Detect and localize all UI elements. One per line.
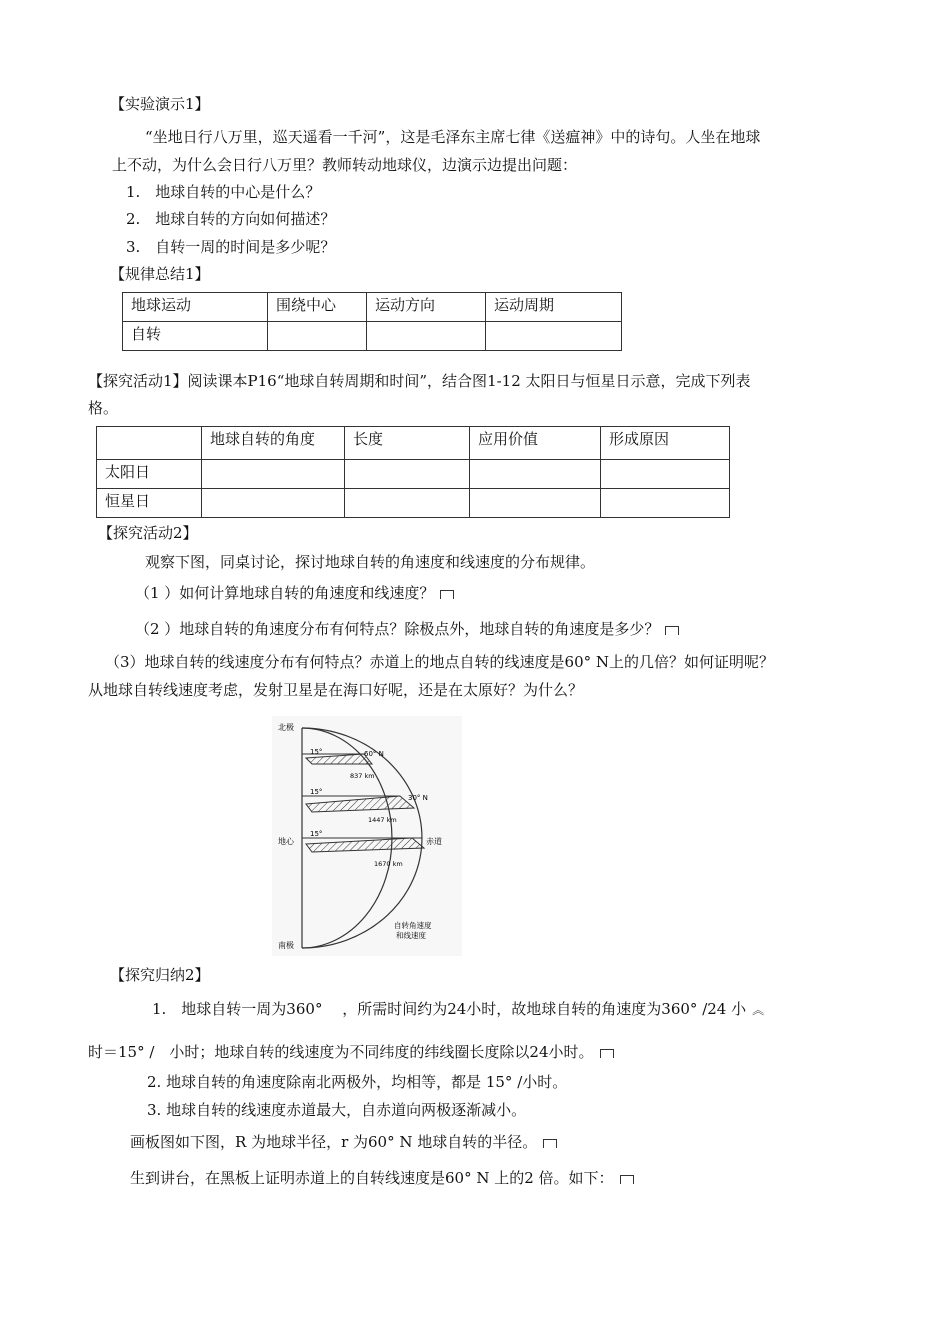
activity-1-text: 【探究活动1】阅读课本P16“地球自转周期和时间”，结合图1-12 太阳日与恒星日示意，完成下列表 [88,372,751,390]
paragraph-line: “坐地日行八万里，巡天遥看一千河”，这是毛泽东主席七律《送瘟神》中的诗句。人坐在地球 [145,128,761,146]
angle-label: 15° [310,748,323,756]
equator-label: 赤道 [426,837,442,846]
activity-2-q1: （1 ）如何计算地球自转的角速度和线速度？ [135,582,454,604]
return-mark-icon [620,1175,634,1184]
caption-line: 和线速度 [396,931,426,940]
table-header-cell: 围绕中心 [268,293,367,322]
table-cell [486,322,622,351]
south-pole-label: 南极 [278,941,294,950]
summary-item-1: 1. 地球自转一周为360° ，所需时间约为24小时，故地球自转的角速度为360° /24 小 ︽ [152,1000,765,1018]
heading-summary-2: 【探究归纳2】 [110,966,210,984]
center-label: 地心 [278,837,294,846]
table-header-row [123,293,622,322]
summary-item-3: 3. 地球自转的线速度赤道最大，自赤道向两极逐渐减小。 [147,1101,527,1119]
activity-1-text: 格。 [88,399,119,417]
activity-2-q3: 从地球自转线速度考虑，发射卫星是在海口好呢，还是在太原好？为什么？ [88,681,584,699]
table-header-row [97,427,730,460]
table-header-cell: 地球自转的角度 [202,427,345,460]
paragraph-line: 上不动，为什么会日行八万里？教师转动地球仪，边演示边提出问题： [112,156,578,174]
table-header-cell: 长度 [345,427,470,460]
rotation-summary-table [122,292,622,351]
table-cell [367,322,486,351]
table-cell [345,489,470,518]
speed-equator-label: 1670 km [374,860,403,868]
table-header-cell: 形成原因 [601,427,730,460]
summary-item-2: 2. 地球自转的角速度除南北两极外，均相等，都是 15° /小时。 [147,1073,568,1091]
question-item: 2. 地球自转的方向如何描述？ [126,210,336,228]
angle-label: 15° [310,788,323,796]
table-header-cell: 运动方向 [367,293,486,322]
heading-summary-1: 【规律总结1】 [110,265,210,283]
north-pole-label: 北极 [278,723,294,732]
table-row [97,460,730,489]
return-mark-icon [600,1049,614,1058]
table-cell [470,460,601,489]
return-mark-icon [440,590,454,599]
lat30-label: 30° N [408,794,428,802]
table-cell: 恒星日 [97,489,202,518]
activity-2-q2: （2 ）地球自转的角速度分布有何特点？除极点外，地球自转的角速度是多少？ [135,618,679,640]
board-paragraph: 生到讲台，在黑板上证明赤道上的自转线速度是60° N 上的2 倍。如下： [130,1167,634,1189]
rotation-speed-diagram [272,716,462,956]
lat60-label: 60° N [364,750,384,758]
summary-item-1: 时＝15° / 小时；地球自转的线速度为不同纬度的纬线圈长度除以24小时。 [88,1041,614,1063]
table-header-cell: 运动周期 [486,293,622,322]
table-cell [268,322,367,351]
question-item: 3. 自转一周的时间是多少呢？ [126,238,336,256]
table-cell: 太阳日 [97,460,202,489]
heading-experiment-1: 【实验演示1】 [110,95,210,113]
activity-2-intro: 观察下图，同桌讨论，探讨地球自转的角速度和线速度的分布规律。 [145,553,596,571]
board-paragraph: 画板图如下图，R 为地球半径，r 为60° N 地球自转的半径。 [130,1131,557,1153]
angle-label: 15° [310,830,323,838]
caption-line: 自转角速度 [394,921,432,930]
chevron-up-icon: ︽ [752,1003,765,1017]
table-cell [470,489,601,518]
table-cell [601,489,730,518]
heading-activity-2: 【探究活动2】 [98,524,198,542]
table-header-cell: 应用价值 [470,427,601,460]
table-cell [345,460,470,489]
return-mark-icon [543,1139,557,1148]
table-row [97,489,730,518]
activity-2-q3: （3）地球自转的线速度分布有何特点？赤道上的地点自转的线速度是60° N上的几倍？如何证明呢？ [105,653,775,671]
table-cell [601,460,730,489]
table-row [123,322,622,351]
table-cell [202,489,345,518]
table-header-cell: 地球运动 [123,293,268,322]
speed-30-label: 1447 km [368,816,397,824]
table-header-cell [97,427,202,460]
speed-60-label: 837 km [350,772,375,780]
table-cell [202,460,345,489]
solar-sidereal-day-table [96,426,730,518]
return-mark-icon [665,626,679,635]
table-cell: 自转 [123,322,268,351]
question-item: 1. 地球自转的中心是什么？ [126,183,321,201]
